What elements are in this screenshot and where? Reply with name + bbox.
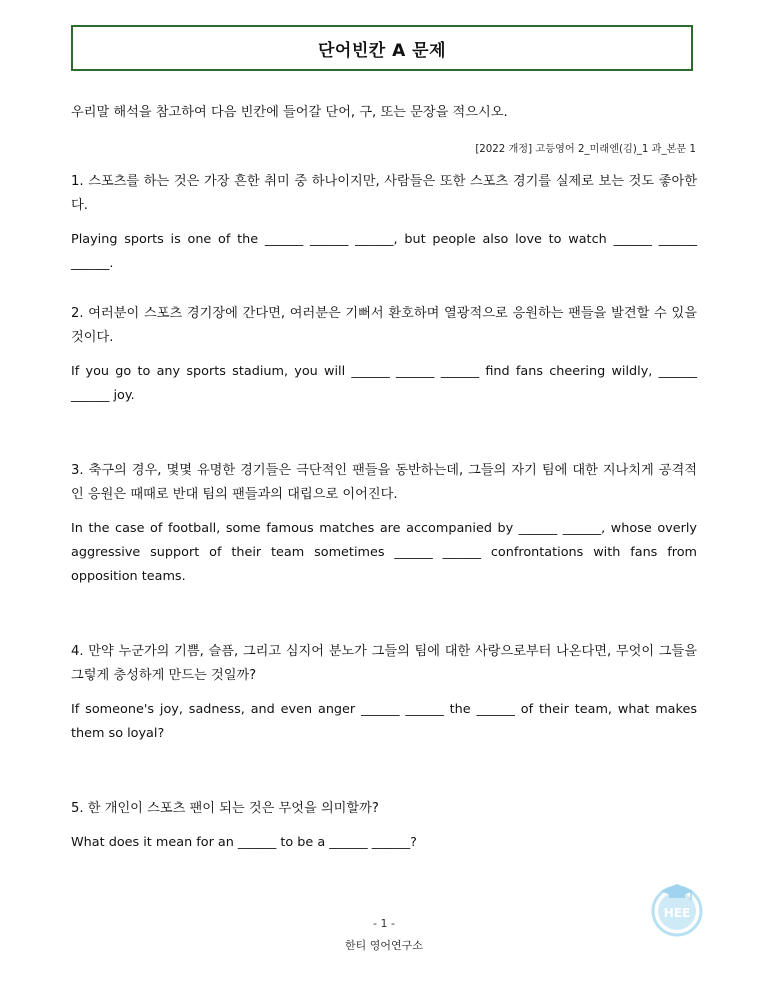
question-3-english: In the case of football, some famous matches are accompanied by ______ ______, whose overly aggressive support of their team sometimes ______ ______ confrontations with fans from opposition teams. — [71, 521, 697, 584]
question-1 — [71, 170, 697, 276]
question-3-korean: 3. 축구의 경우, 몇몇 유명한 경기들은 극단적인 팬들을 동반하는데, 그들의 자기 팀에 대한 지나치게 공격적인 응원은 때때로 반대 팀의 팬들과의 대립으로 이어진다. — [71, 463, 697, 502]
question-5-korean: 5. 한 개인이 스포츠 팬이 되는 것은 무엇을 의미할까? — [71, 801, 379, 816]
question-5 — [71, 797, 697, 855]
footer-organization: 한티 영어연구소 — [345, 939, 423, 952]
question-2 — [71, 302, 697, 408]
question-4-english: If someone's joy, sadness, and even anger ______ ______ the ______ of their team, what makes them so loyal? — [71, 702, 697, 741]
page-number: - 1 - — [373, 917, 395, 930]
instruction-text: 우리말 해석을 참고하여 다음 빈칸에 들어갈 단어, 구, 또는 문장을 적으시오. — [71, 105, 508, 120]
question-3 — [71, 459, 697, 589]
question-1-english: Playing sports is one of the ______ ______ ______, but people also love to watch ______ ______ ______. — [71, 232, 697, 271]
question-4 — [71, 640, 697, 746]
question-2-korean: 2. 여러분이 스포츠 경기장에 간다면, 여러분은 기뻐서 환호하며 열광적으로 응원하는 팬들을 발견할 수 있을 것이다. — [71, 306, 697, 345]
hee-logo-icon — [647, 878, 707, 938]
logo-text: HEE — [663, 906, 691, 920]
question-2-english: If you go to any sports stadium, you will ______ ______ ______ find fans cheering wildly, ______ ______ joy. — [71, 364, 697, 403]
page-title: 단어빈칸 A 문제 — [317, 40, 447, 61]
question-5-english: What does it mean for an ______ to be a ______ ______? — [71, 835, 417, 850]
question-4-korean: 4. 만약 누군가의 기쁨, 슬픔, 그리고 심지어 분노가 그들의 팀에 대한 사랑으로부터 나온다면, 무엇이 그들을 그렇게 충성하게 만드는 것일까? — [71, 644, 697, 683]
title-box — [71, 25, 693, 71]
source-label: [2022 개정] 고등영어 2_미래엔(김)_1 과_본문 1 — [475, 144, 696, 155]
question-1-korean: 1. 스포츠를 하는 것은 가장 흔한 취미 중 하나이지만, 사람들은 또한 스포츠 경기를 실제로 보는 것도 좋아한다. — [71, 174, 697, 213]
